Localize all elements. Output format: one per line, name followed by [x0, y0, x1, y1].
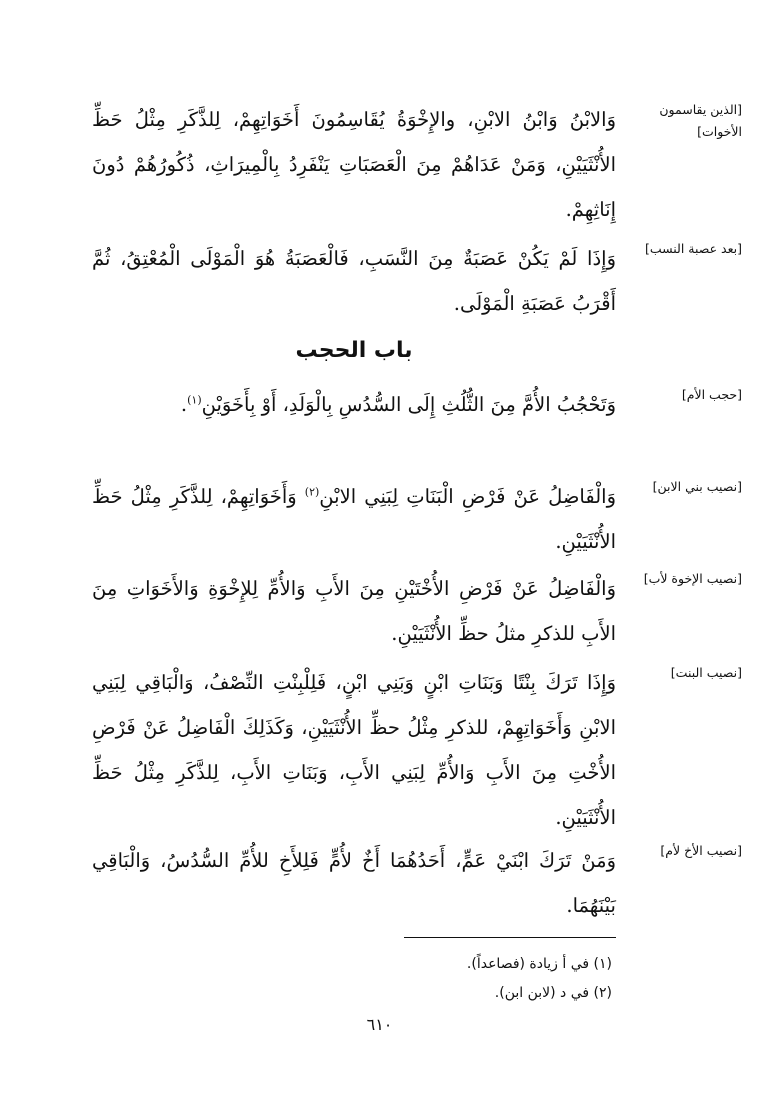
paragraph-text: وَإِذَا لَمْ يَكُنْ عَصَبَةٌ مِنَ النَّسَبِ، فَالْعَصَبَةُ هُوَ الْمَوْلَى الْمُعْتِقُ، ثُمَّ أَقْرَبُ عَصَبَةِ الْمَوْلَى. — [92, 247, 616, 315]
paragraph-text: وَالْفَاضِلُ عَنْ فَرْضِ الأُخْتَيْنِ مِنَ الأَبِ وَالأُمِّ لِلإِخْوَةِ وَالأَخَوَاتِ مِنَ الأَبِ للذكرِ مثلُ حظِّ الأُنْثَيَيْنِ. — [92, 577, 616, 645]
margin-note: [نصيب بني الابن] — [652, 479, 742, 494]
footnote: (٢) في د (لابن ابن). — [494, 985, 612, 1001]
paragraph-text: وَمَنْ تَرَكَ ابْنَيْ عَمٍّ، أَحَدُهُمَا أَخٌ لأُمٍّ فَلِلأَخِ للأُمِّ السُّدُسُ، وَالْبَاقِي بَيْنَهُمَا. — [92, 849, 616, 917]
footnote-marker: (١) — [187, 393, 202, 407]
footnote: (١) في أ زيادة (فصاعداً). — [466, 956, 612, 972]
chapter-heading: باب الحجب — [295, 338, 413, 363]
paragraph-block — [92, 97, 742, 237]
paragraph-block — [92, 660, 742, 840]
paragraph-block — [92, 382, 742, 477]
paragraph-run: وَأَخَوَاتِهِمْ، لِلذَّكَرِ مِثْلُ حَظِّ الأُنْثَيَيْنِ. — [92, 485, 616, 553]
paragraph-block — [92, 236, 742, 331]
margin-note: [نصيب الإخوة لأب] — [643, 571, 742, 586]
paragraph-text: وَإِذَا تَرَكَ بِنْتًا وَبَنَاتِ ابْنٍ وَبَنِي ابْنٍ، فَلِلْبِنْتِ النِّصْفُ، وَالْبَاقِي لِبَنِي الابْنِ وَأَخَوَاتِهِمْ، للذكرِ مِثْلُ حظِّ الأُنْثَيَيْنِ، وَكَذَلِكَ الْفَاضِلُ عَنْ فَرْضِ الأُخْتِ مِنَ الأَبِ وَالأُمِّ لِبَنِي الأَبِ، وَبَنَاتِ الأَبِ، لِلذَّكَرِ مِثْلُ حَظِّ الأُنْثَيَيْنِ. — [92, 671, 616, 829]
footnote-divider — [404, 937, 616, 938]
paragraph-run: وَتَحْجُبُ الأُمَّ مِنَ الثُّلُثِ إِلَى السُّدُسِ بِالْوَلَدِ، أَوْ بِأَخَوَيْنِ — [201, 393, 616, 416]
paragraph-block — [92, 838, 742, 933]
paragraph-run: وَالْفَاضِلُ عَنْ فَرْضِ الْبَنَاتِ لِبَنِي الابْنِ — [319, 485, 616, 508]
margin-note: [نصيب الأخ لأم] — [660, 843, 742, 858]
paragraph-block — [92, 474, 742, 569]
margin-note: [بعد عصبة النسب] — [644, 241, 742, 256]
margin-note: [نصيب البنت] — [670, 665, 742, 680]
paragraph-run: . — [180, 393, 188, 416]
margin-note: [حجب الأم] — [681, 387, 742, 402]
margin-note: [الذين يقاسمون الأخوات] — [659, 102, 742, 139]
paragraph-text — [92, 474, 616, 564]
paragraph-text: وَالابْنُ وَابْنُ الابْنِ، والإِخْوَةُ يُقَاسِمُونَ أَخَوَاتِهِمْ، لِلذَّكَرِ مِثْلُ حَظِّ الأُنْثَيَيْنِ، وَمَنْ عَدَاهُمْ مِنَ الْعَصَبَاتِ يَنْفَرِدُ بِالْمِيرَاثِ، ذُكُورُهُمْ دُونَ إِنَاثِهِمْ. — [92, 108, 616, 221]
paragraph-block — [92, 566, 742, 661]
footnote-marker: (٢) — [304, 485, 320, 499]
footnotes — [92, 950, 612, 1008]
paragraph-text — [92, 382, 616, 427]
page-number: ٦١٠ — [366, 1015, 393, 1034]
